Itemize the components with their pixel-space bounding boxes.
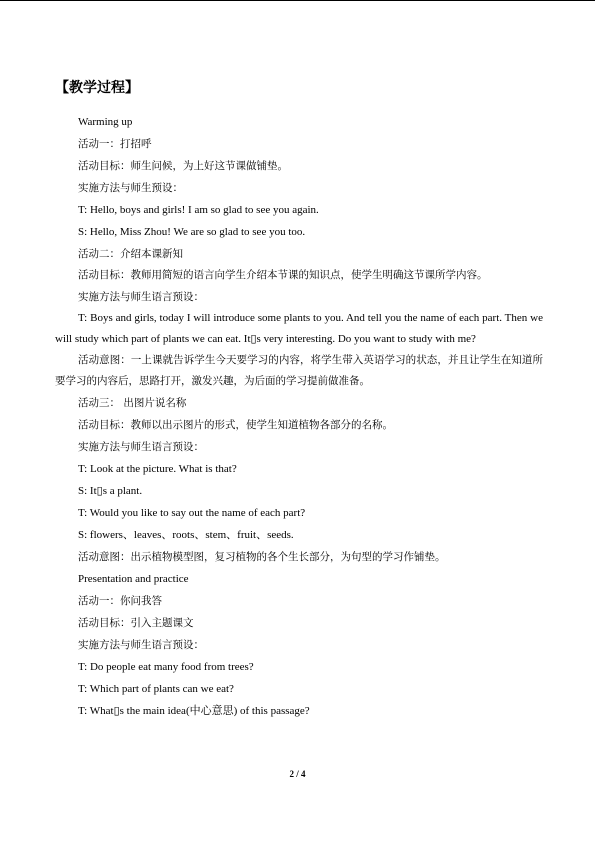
- paragraph: 活动目标：师生问候，为上好这节课做铺垫。: [78, 160, 288, 172]
- paragraph: 活动二：介绍本课新知: [78, 248, 183, 260]
- paragraph: S: flowers、leaves、roots、stem、fruit、seeds.: [78, 529, 294, 541]
- paragraph: 活动一：你问我答: [78, 595, 162, 607]
- paragraph: 活动三： 出图片说名称: [78, 397, 187, 409]
- paragraph: T: Boys and girls, today I will introduce some plants to you. And tell you the name of each part. Then we will study which part of plants we can eat. It▯s very interesting. Do you want to study with me?: [55, 312, 543, 345]
- paragraph: 实施方法与师生语言预设：: [78, 639, 204, 651]
- paragraph: 实施方法与师生预设：: [78, 182, 183, 194]
- paragraph: 活动意图：一上课就告诉学生今天要学习的内容，将学生带入英语学习的状态，并且让学生在知道所要学习的内容后，思路打开，激发兴趣，为后面的学习提前做准备。: [55, 354, 543, 387]
- paragraph: T: Which part of plants can we eat?: [78, 683, 234, 695]
- paragraph: T: Hello, boys and girls! I am so glad to see you again.: [78, 204, 319, 216]
- paragraph: 实施方法与师生语言预设：: [78, 291, 204, 303]
- section-heading: 【教学过程】: [55, 80, 139, 96]
- paragraph: 活动意图：出示植物模型图，复习植物的各个生长部分，为句型的学习作铺垫。: [78, 551, 446, 563]
- paragraph: T: Look at the picture. What is that?: [78, 463, 237, 475]
- paragraph: 实施方法与师生语言预设：: [78, 441, 204, 453]
- paragraph: 活动目标：教师以出示图片的形式，使学生知道植物各部分的名称。: [78, 419, 393, 431]
- lesson-content: [55, 111, 543, 722]
- paragraph: 活动一：打招呼: [78, 138, 152, 150]
- paragraph: Presentation and practice: [78, 573, 189, 585]
- paragraph: T: Would you like to say out the name of each part?: [78, 507, 306, 519]
- paragraph: 活动目标：教师用简短的语言向学生介绍本节课的知识点，使学生明确这节课所学内容。: [78, 269, 488, 281]
- paragraph: Warming up: [78, 116, 133, 128]
- page-top-border: [0, 0, 595, 1]
- paragraph: T: What▯s the main idea(中心意思) of this passage?: [78, 705, 310, 717]
- page-number: 2 / 4: [289, 769, 306, 779]
- paragraph: S: It▯s a plant.: [78, 485, 143, 497]
- paragraph: 活动目标：引入主题课文: [78, 617, 194, 629]
- paragraph: T: Do people eat many food from trees?: [78, 661, 254, 673]
- paragraph: S: Hello, Miss Zhou! We are so glad to see you too.: [78, 226, 306, 238]
